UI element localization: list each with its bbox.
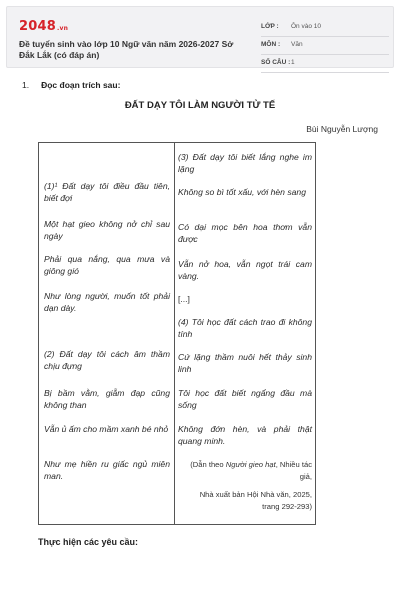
poem-line: Như mẹ hiền ru giấc ngủ miên man. <box>44 459 170 482</box>
meta-row-class <box>261 21 389 37</box>
exam-header <box>6 6 394 68</box>
poem-line: (4) Tôi học đất cách trao đi không tính <box>178 317 312 340</box>
poem-line: Không so bì tốt xấu, với hèn sang <box>178 187 306 197</box>
exam-title: Đề tuyển sinh vào lớp 10 Ngữ văn năm 2026-2027 Sở Đắk Lắk (có đáp án) <box>19 39 234 60</box>
meta-label: LỚP : <box>261 23 279 30</box>
source-book: Người gieo hạt <box>225 460 276 469</box>
poem-line: Có dại mọc bên hoa thơm vẫn được <box>178 222 312 245</box>
instruction-text: Đọc đoạn trích sau: <box>41 80 121 90</box>
meta-row-count <box>261 57 389 73</box>
exam-meta <box>261 21 389 75</box>
source-pages: trang 292-293) <box>262 502 312 511</box>
meta-label: MÔN : <box>261 41 281 48</box>
question-number: 1. <box>22 80 30 90</box>
poem-line: Bị bầm vằm, giẫm đạp cũng không than <box>44 388 170 411</box>
poem-line: Phải qua nắng, qua mưa và giông gió <box>44 254 170 277</box>
poem-line: Cứ lặng thầm nuôi hết thảy sinh linh <box>178 352 312 375</box>
poem-source: (Dẫn theo Người gieo hạt, Nhiều tác giả, <box>190 460 312 481</box>
poem-line: (1)¹ Đất dạy tôi điều đầu tiên, biết đợi <box>44 181 170 204</box>
meta-row-subject <box>261 39 389 55</box>
logo-suffix: .vn <box>56 25 69 32</box>
meta-value: Văn <box>291 41 303 48</box>
column-divider <box>174 143 175 524</box>
poem-line: Tôi học đất biết ngẩng đầu mà sống <box>178 388 312 411</box>
question-instruction <box>22 80 120 90</box>
source-publisher: Nhà xuất bản Hội Nhà văn, 2025, <box>199 490 312 499</box>
poem-line: Một hạt gieo không nở chỉ sau ngày <box>44 219 170 242</box>
meta-label: SỐ CÂU : <box>261 59 291 66</box>
poem-line: Như lòng người, muốn tốt phải dạn dày. <box>44 291 170 314</box>
poem-author: Bùi Nguyễn Lượng <box>306 124 378 134</box>
poem-line: Vẫn ủ ấm cho mầm xanh bé nhỏ <box>44 424 169 434</box>
poem-line: (2) Đất dạy tôi cách âm thầm chịu đựng <box>44 349 170 372</box>
logo-text: 2048 <box>19 19 56 34</box>
poem-ellipsis: [...] <box>178 294 190 304</box>
poem-line: Không đớn hèn, và phải thật quang minh. <box>178 424 312 447</box>
meta-value: Ôn vào 10 <box>291 23 321 30</box>
poem-title: ĐẤT DẠY TÔI LÀM NGƯỜI TỬ TẾ <box>124 100 276 111</box>
poem-line: (3) Đất dạy tôi biết lắng nghe im lặng <box>178 152 312 175</box>
meta-value: 1 <box>291 59 295 66</box>
site-logo[interactable] <box>19 19 68 34</box>
task-heading: Thực hiện các yêu cầu: <box>38 537 139 547</box>
poem-line: Vẫn nở hoa, vẫn ngọt trái cam vàng. <box>178 259 312 282</box>
poem-table <box>38 142 316 525</box>
